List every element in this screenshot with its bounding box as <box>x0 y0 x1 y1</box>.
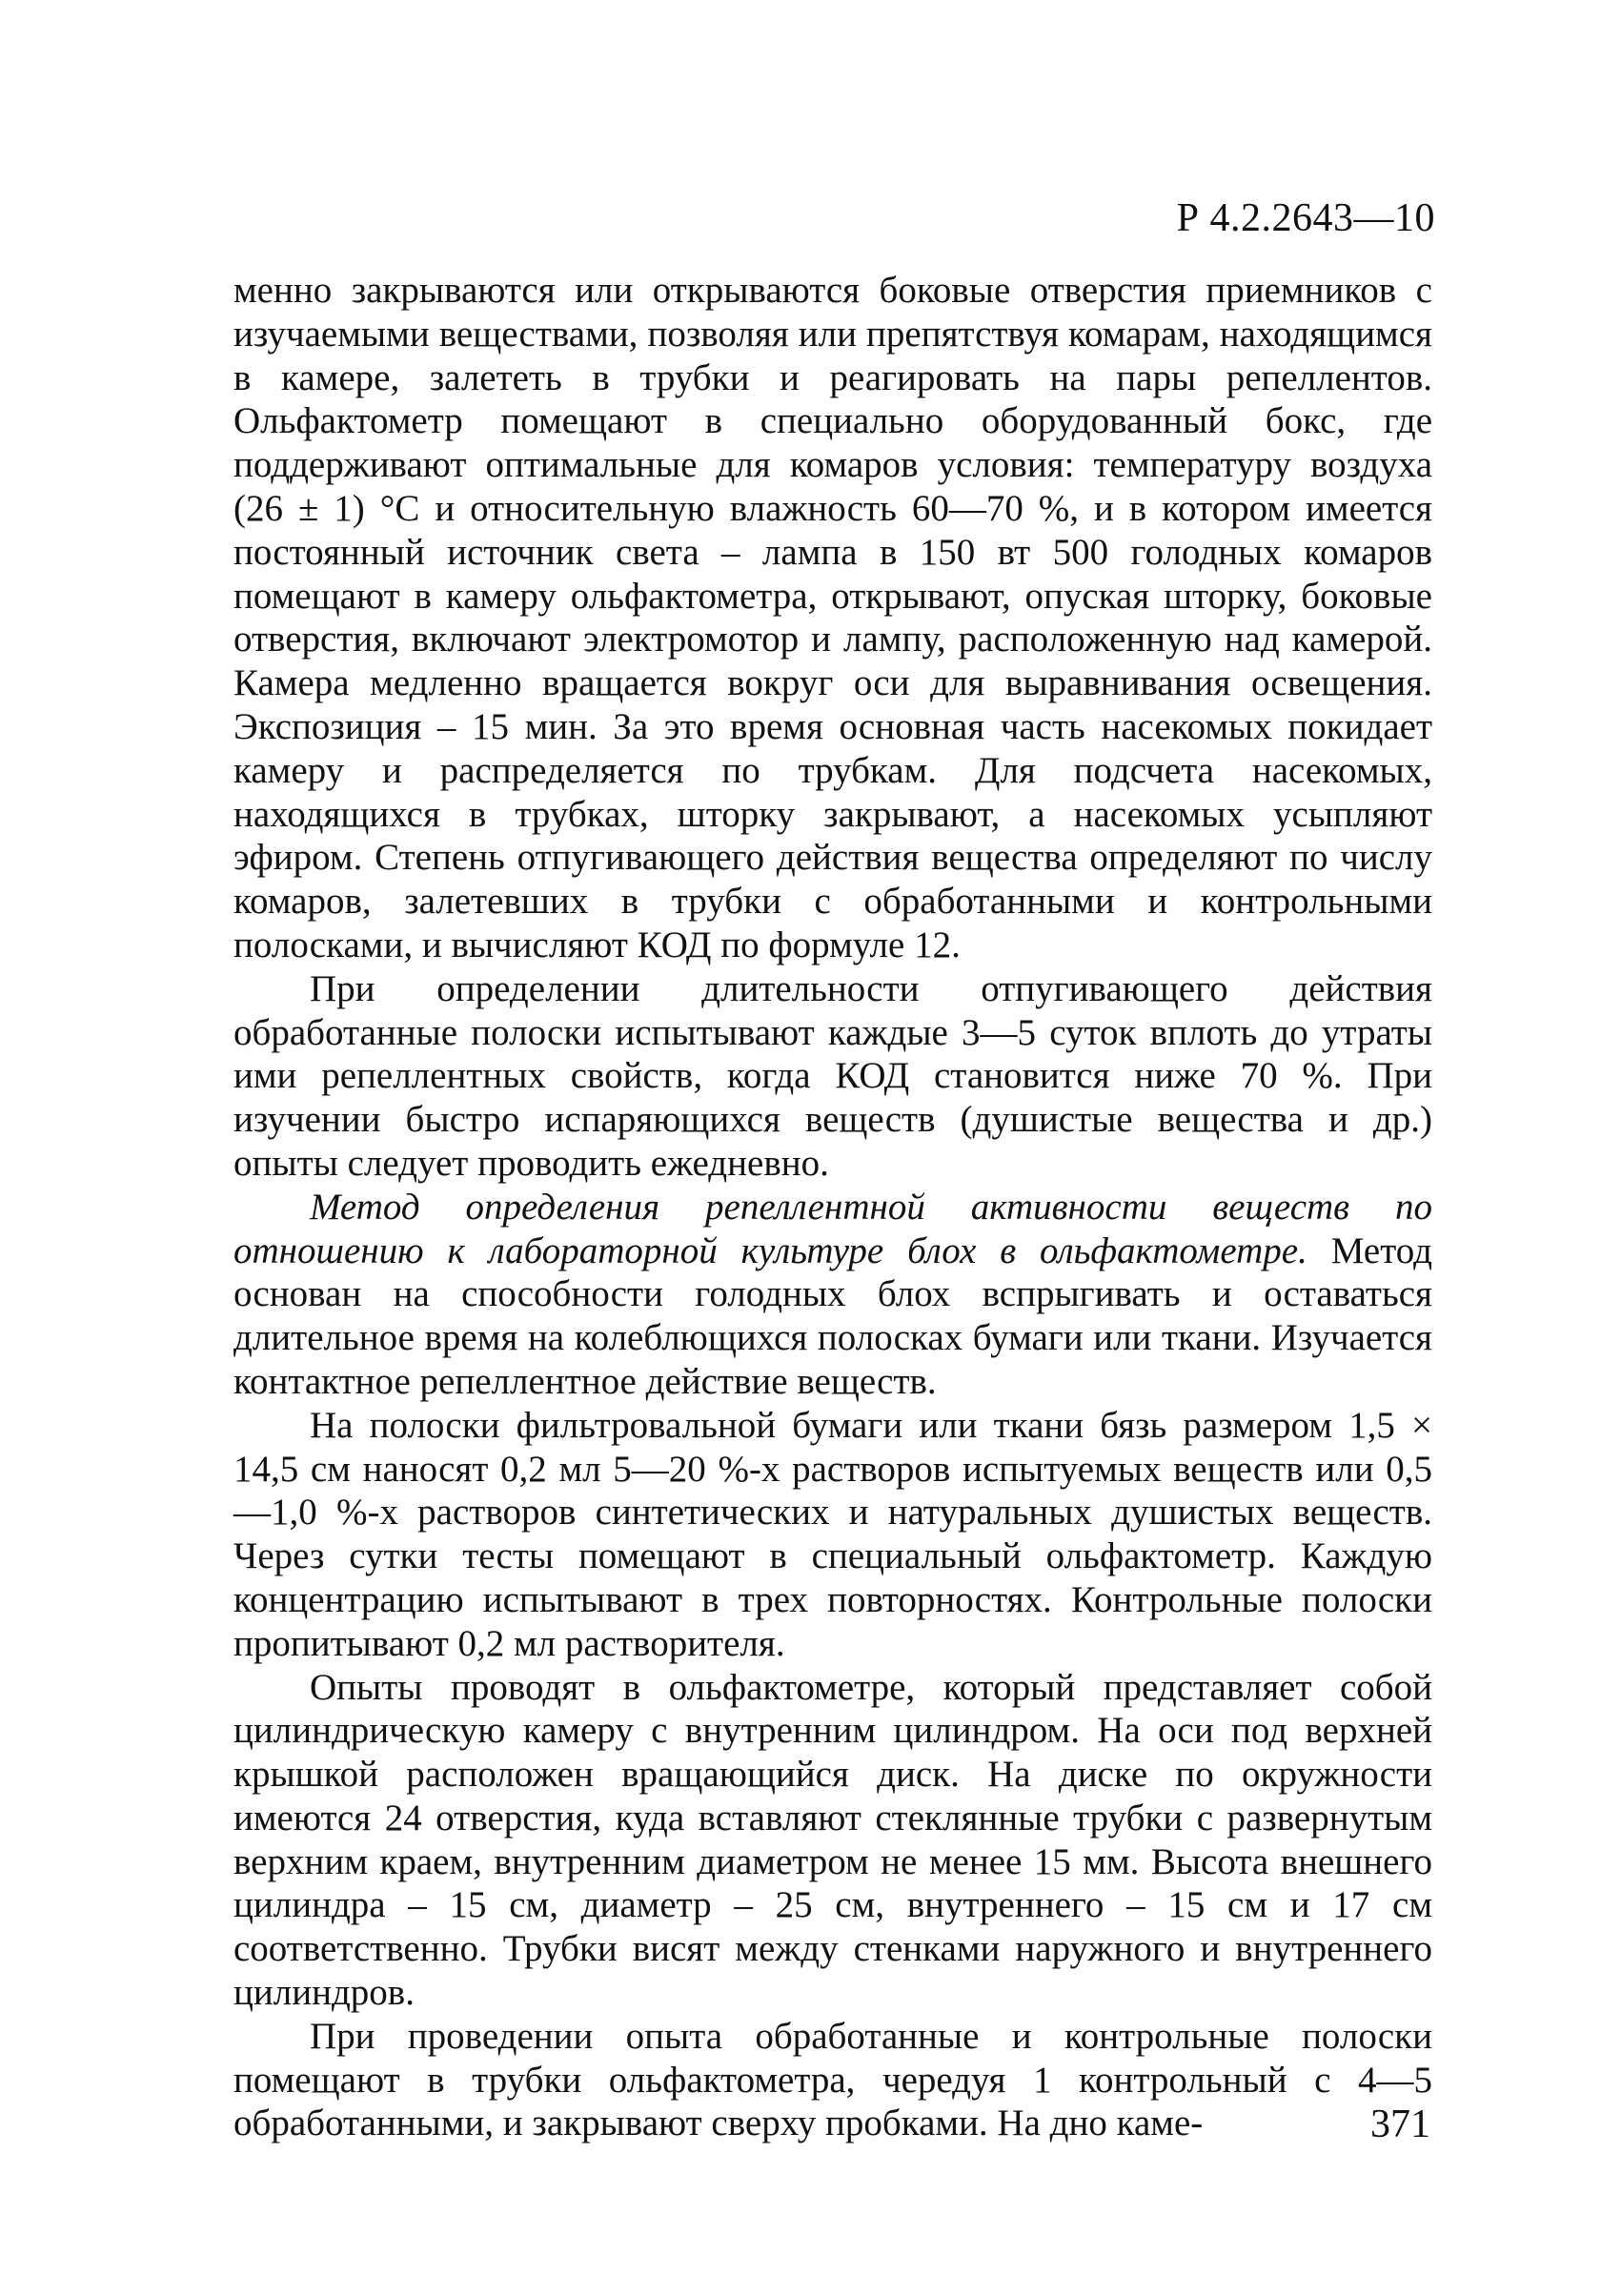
paragraph-5 <box>233 1666 1432 2015</box>
document-code-header: Р 4.2.2643—10 <box>1176 196 1435 240</box>
paragraph-2-text: При определении длительности отпугивающего действия обработанные полоски испытывают каждые 3—5 суток вплоть до утраты ими репеллентных свойств, когда КОД становится ниже 70 %. При изучении быстро испаряющихся веществ (душистые вещества и др.) опыты следует проводить ежедневно. <box>233 967 1432 1184</box>
paragraph-5-text: Опыты проводят в ольфактометре, который представляет собой цилиндрическую камеру с внутренним цилиндром. На оси под верхней крышкой расположен вращающийся диск. На диске по окружности имеются 24 отверстия, куда вставляют стеклянные трубки с развернутым верхним краем, внутренним диаметром не менее 15 мм. Высота внешнего цилиндра – 15 см, диаметр – 25 см, внутреннего – 15 см и 17 см соответственно. Трубки висят между стенками наружного и внутреннего цилиндров. <box>233 1666 1432 2014</box>
body-text <box>233 269 1432 2145</box>
page-number: 371 <box>1370 2103 1430 2146</box>
paragraph-2 <box>233 967 1432 1186</box>
paragraph-1 <box>233 269 1432 967</box>
paragraph-6 <box>233 2015 1432 2145</box>
paragraph-4-text: На полоски фильтровальной бумаги или ткани бязь размером 1,5 × 14,5 см наносят 0,2 мл 5—20 %-х растворов испытуемых веществ или 0,5—1,0 %-х растворов синтетических и натуральных душистых веществ. Через сутки тесты помещают в специальный ольфактометр. Каждую концентрацию испытывают в трех повторностях. Контрольные полоски пропитывают 0,2 мл растворителя. <box>233 1404 1432 1664</box>
paragraph-6-text: При проведении опыта обработанные и контрольные полоски помещают в трубки ольфактометра, чередуя 1 контрольный с 4—5 обработанными, и закрывают сверху пробками. На дно каме- <box>233 2015 1432 2144</box>
paragraph-3-italic-heading: Метод определения репеллентной активности веществ по отношению к лабораторной культуре блох в ольфактометре. <box>233 1186 1432 1271</box>
paragraph-1-text: менно закрываются или открываются боковые отверстия приемников с изучаемыми веществами, позволяя или препятствуя комарам, находящимся в камере, залететь в трубки и реагировать на пары репеллентов. Ольфактометр помещают в специально оборудованный бокс, где поддерживают оптимальные для комаров условия: температуру воздуха (26 ± 1) °С и относительную влажность 60—70 %, и в котором имеется постоянный источник света – лампа в 150 вт 500 голодных комаров помещают в камеру ольфактометра, открывают, опуская шторку, боковые отверстия, включают электромотор и лампу, расположенную над камерой. Камера медленно вращается вокруг оси для выравнивания освещения. Экспозиция – 15 мин. За это время основная часть насекомых покидает камеру и распределяется по трубкам. Для подсчета насекомых, находящихся в трубках, шторку закрывают, а насекомых усыпляют эфиром. Степень отпугивающего действия вещества определяют по числу комаров, залетевших в трубки с обработанными и контрольными полосками, и вычисляют КОД по формуле 12. <box>233 270 1432 965</box>
paragraph-3 <box>233 1186 1432 1404</box>
paragraph-3-text: Метод основан на способности голодных блох вспрыгивать и оставаться длительное время на колеблющихся полосках бумаги или ткани. Изучается контактное репеллентное действие веществ. <box>233 1229 1432 1402</box>
paragraph-4 <box>233 1404 1432 1666</box>
